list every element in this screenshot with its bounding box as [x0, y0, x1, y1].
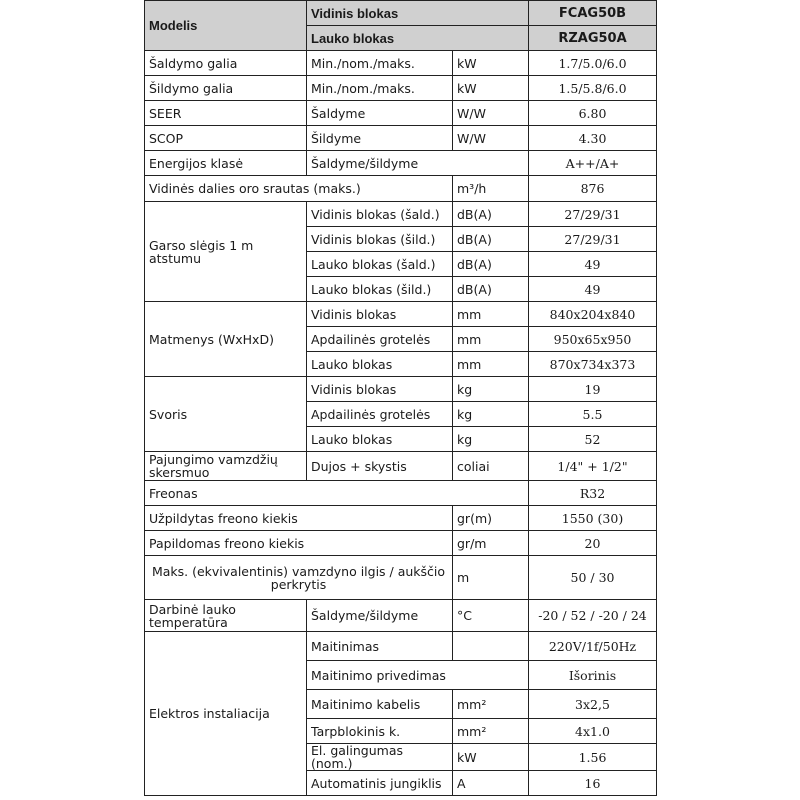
- row-value: 1.7/5.0/6.0: [529, 51, 657, 76]
- row-unit: dB(A): [453, 277, 529, 302]
- table-row: [145, 531, 657, 556]
- row-label: Papildomas freono kiekis: [145, 531, 453, 556]
- table-row: [145, 151, 657, 176]
- table-row: [145, 202, 657, 227]
- row-unit: kW: [453, 744, 529, 771]
- row-sub: Lauko blokas: [307, 352, 453, 377]
- row-sub: Tarpblokinis k.: [307, 719, 453, 744]
- table-row: [145, 632, 657, 661]
- row-unit: mm: [453, 352, 529, 377]
- row-value: 840x204x840: [529, 302, 657, 327]
- row-label: Maks. (ekvivalentinis) vamzdyno ilgis / aukščio perkrytis: [145, 556, 453, 600]
- row-sub: Automatinis jungiklis: [307, 771, 453, 796]
- row-label: Vidinės dalies oro srautas (maks.): [145, 176, 453, 202]
- row-sub: El. galingumas (nom.): [307, 744, 453, 771]
- row-sub: Vidinis blokas: [307, 302, 453, 327]
- row-value: A++/A+: [529, 151, 657, 176]
- header-outdoor-label: Lauko blokas: [307, 26, 529, 51]
- header-indoor-label: Vidinis blokas: [307, 1, 529, 26]
- row-unit: °C: [453, 600, 529, 632]
- row-sub: Lauko blokas (šald.): [307, 252, 453, 277]
- row-sub: Vidinis blokas (šild.): [307, 227, 453, 252]
- row-value: -20 / 52 / -20 / 24: [529, 600, 657, 632]
- row-sub: Vidinis blokas (šald.): [307, 202, 453, 227]
- row-sub: Maitinimo kabelis: [307, 690, 453, 719]
- row-value: R32: [529, 481, 657, 506]
- row-value: 52: [529, 427, 657, 452]
- row-sub: Lauko blokas: [307, 427, 453, 452]
- row-sub: Vidinis blokas: [307, 377, 453, 402]
- row-unit: kg: [453, 427, 529, 452]
- row-value: 6.80: [529, 101, 657, 126]
- row-unit: mm: [453, 327, 529, 352]
- group-label-sound: Garso slėgis 1 m atstumu: [145, 202, 307, 302]
- row-sub: Dujos + skystis: [307, 452, 453, 481]
- row-value: 876: [529, 176, 657, 202]
- row-unit: W/W: [453, 101, 529, 126]
- header-modelis: Modelis: [145, 1, 307, 51]
- group-label-dimensions: Matmenys (WxHxD): [145, 302, 307, 377]
- row-unit: dB(A): [453, 227, 529, 252]
- row-value: 27/29/31: [529, 227, 657, 252]
- row-sub: Maitinimas: [307, 632, 453, 661]
- row-label: Darbinė lauko temperatūra: [145, 600, 307, 632]
- row-label: Šildymo galia: [145, 76, 307, 101]
- row-value: 950x65x950: [529, 327, 657, 352]
- row-value: 1.5/5.8/6.0: [529, 76, 657, 101]
- spec-table-wrapper: [144, 0, 656, 796]
- row-unit: W/W: [453, 126, 529, 151]
- row-label: Pajungimo vamzdžių skersmuo: [145, 452, 307, 481]
- row-sub: Šaldyme: [307, 101, 453, 126]
- row-label: SCOP: [145, 126, 307, 151]
- header-indoor-model: FCAG50B: [529, 1, 657, 26]
- table-row: [145, 481, 657, 506]
- row-unit: m³/h: [453, 176, 529, 202]
- table-row: [145, 506, 657, 531]
- row-sub: Šildyme: [307, 126, 453, 151]
- row-value: 19: [529, 377, 657, 402]
- table-row: [145, 377, 657, 402]
- row-unit: mm: [453, 302, 529, 327]
- row-value: 220V/1f/50Hz: [529, 632, 657, 661]
- row-unit: mm²: [453, 719, 529, 744]
- row-unit: coliai: [453, 452, 529, 481]
- row-unit: dB(A): [453, 202, 529, 227]
- group-label-weight: Svoris: [145, 377, 307, 452]
- row-label: Energijos klasė: [145, 151, 307, 176]
- table-row: [145, 76, 657, 101]
- row-unit: m: [453, 556, 529, 600]
- table-row: [145, 176, 657, 202]
- row-unit: A: [453, 771, 529, 796]
- row-value: 49: [529, 252, 657, 277]
- row-unit: dB(A): [453, 252, 529, 277]
- row-value: 870x734x373: [529, 352, 657, 377]
- row-sub: Apdailinės grotelės: [307, 327, 453, 352]
- table-row: [145, 51, 657, 76]
- row-unit: mm²: [453, 690, 529, 719]
- row-label: SEER: [145, 101, 307, 126]
- header-outdoor-model: RZAG50A: [529, 26, 657, 51]
- row-sub: Šaldyme/šildyme: [307, 151, 529, 176]
- row-unit: gr(m): [453, 506, 529, 531]
- row-unit: kg: [453, 377, 529, 402]
- row-value: 1/4" + 1/2": [529, 452, 657, 481]
- row-value: 4.30: [529, 126, 657, 151]
- table-row: [145, 101, 657, 126]
- group-label-electrical: Elektros instaliacija: [145, 632, 307, 796]
- row-label: Freonas: [145, 481, 529, 506]
- table-row: [145, 452, 657, 481]
- row-value: 3x2,5: [529, 690, 657, 719]
- row-label: Šaldymo galia: [145, 51, 307, 76]
- spec-table: [144, 0, 657, 796]
- table-row: [145, 556, 657, 600]
- row-unit: [453, 632, 529, 661]
- row-unit: kg: [453, 402, 529, 427]
- row-unit: gr/m: [453, 531, 529, 556]
- row-unit: kW: [453, 51, 529, 76]
- row-label: Užpildytas freono kiekis: [145, 506, 453, 531]
- row-sub: Lauko blokas (šild.): [307, 277, 453, 302]
- table-row: [145, 126, 657, 151]
- row-value: Išorinis: [529, 661, 657, 690]
- row-value: 27/29/31: [529, 202, 657, 227]
- row-value: 16: [529, 771, 657, 796]
- row-sub: Maitinimo privedimas: [307, 661, 529, 690]
- row-value: 4x1.0: [529, 719, 657, 744]
- row-sub: Šaldyme/šildyme: [307, 600, 453, 632]
- row-unit: kW: [453, 76, 529, 101]
- table-row: [145, 302, 657, 327]
- row-sub: Apdailinės grotelės: [307, 402, 453, 427]
- row-value: 50 / 30: [529, 556, 657, 600]
- row-value: 5.5: [529, 402, 657, 427]
- table-row: [145, 600, 657, 632]
- header-row-indoor: [145, 1, 657, 26]
- row-sub: Min./nom./maks.: [307, 76, 453, 101]
- row-value: 1550 (30): [529, 506, 657, 531]
- row-value: 20: [529, 531, 657, 556]
- row-value: 49: [529, 277, 657, 302]
- row-sub: Min./nom./maks.: [307, 51, 453, 76]
- row-value: 1.56: [529, 744, 657, 771]
